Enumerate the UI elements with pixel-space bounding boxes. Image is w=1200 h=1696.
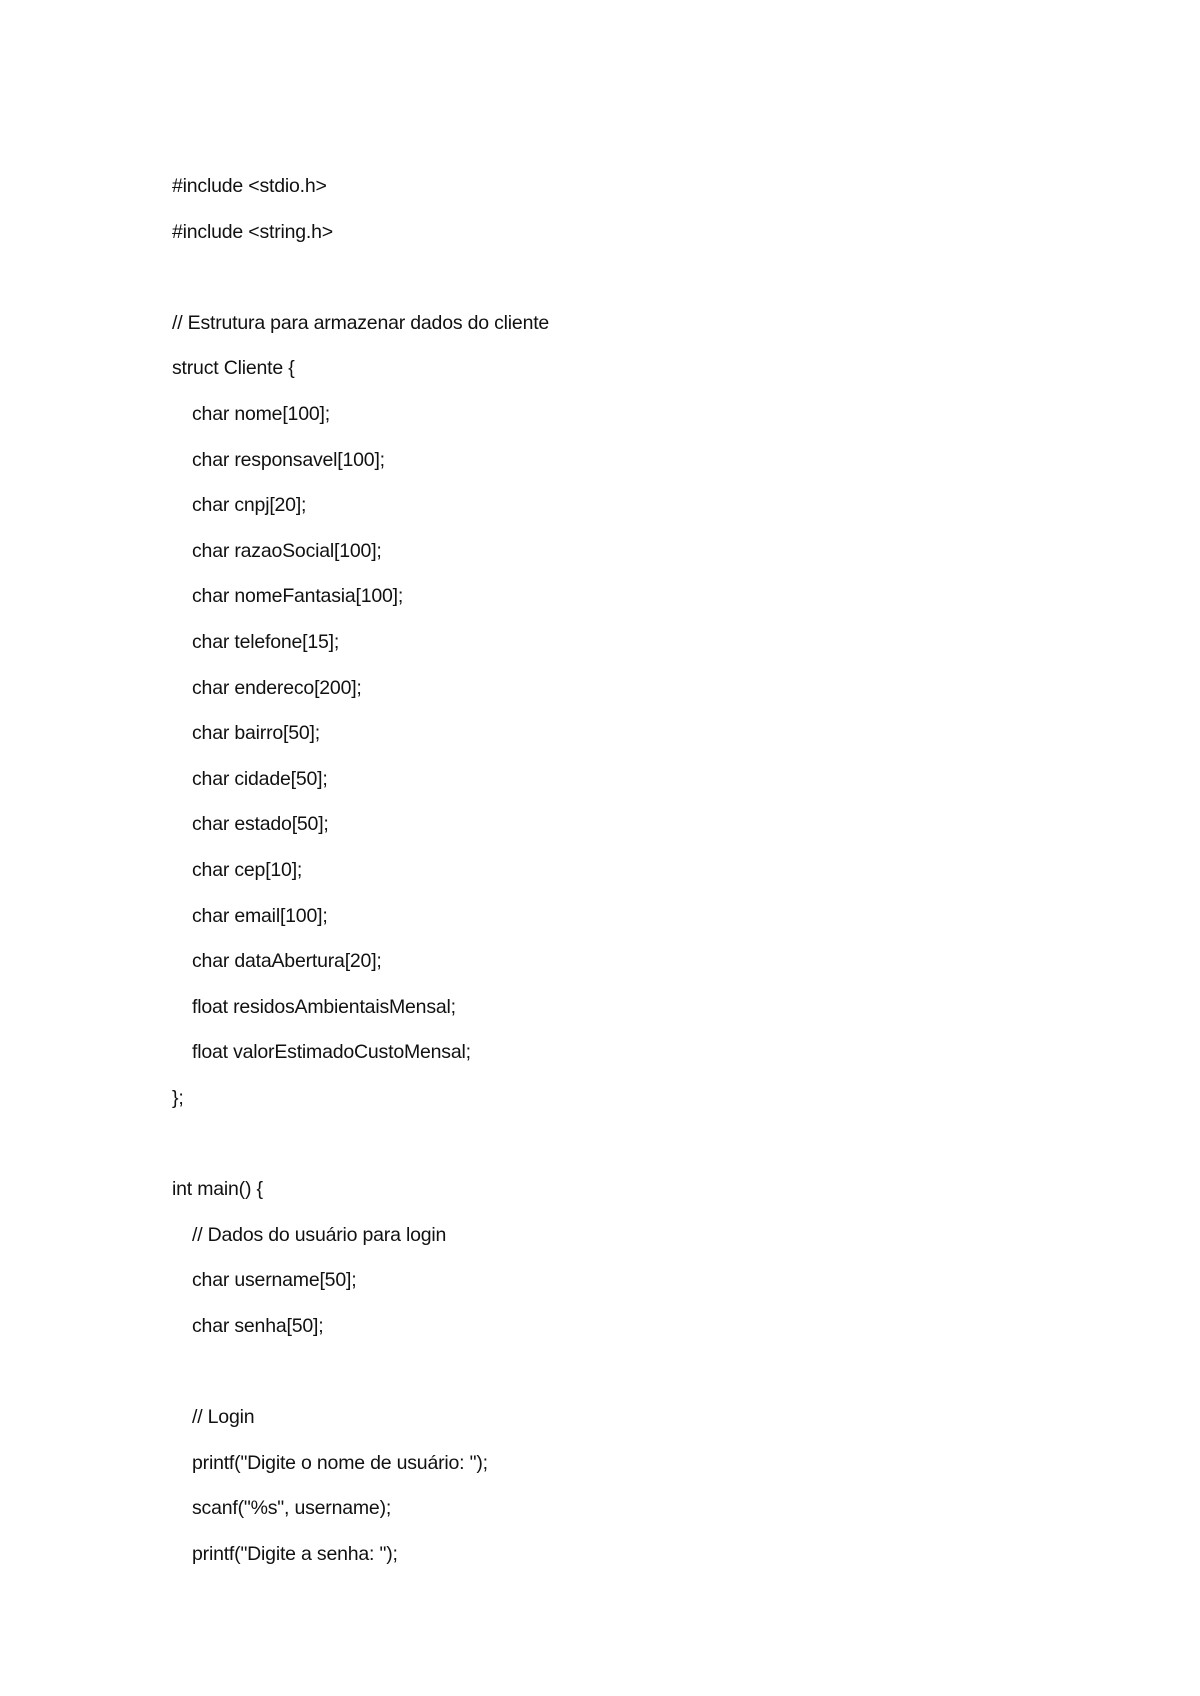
code-line-field-responsavel: char responsavel[100];: [192, 448, 385, 471]
code-line-field-cnpj: char cnpj[20];: [192, 494, 307, 517]
code-line-scanf-username: scanf("%s", username);: [192, 1497, 392, 1520]
code-line-var-username: char username[50];: [192, 1269, 357, 1292]
code-line-printf-username: printf("Digite o nome de usuário: ");: [192, 1451, 488, 1474]
code-line-field-data-abertura: char dataAbertura[20];: [192, 950, 382, 973]
code-line-blank: [172, 1356, 1072, 1402]
code-line-struct-open: struct Cliente {: [172, 357, 295, 380]
code-line-field-valor-estimado: float valorEstimadoCustoMensal;: [192, 1041, 471, 1064]
code-line-include-string: #include <string.h>: [172, 220, 333, 243]
code-line-field-estado: char estado[50];: [192, 813, 329, 836]
code-line-blank: [172, 1128, 1072, 1174]
code-line-struct-close: };: [172, 1086, 184, 1109]
code-line-field-nome-fantasia: char nomeFantasia[100];: [192, 585, 404, 608]
code-line-comment-login: // Login: [192, 1406, 255, 1429]
code-line-main-open: int main() {: [172, 1178, 263, 1201]
code-line-field-email: char email[100];: [192, 904, 328, 927]
code-block: [172, 171, 1072, 1584]
code-line-field-cep: char cep[10];: [192, 858, 303, 881]
code-line-field-bairro: char bairro[50];: [192, 722, 320, 745]
code-line-field-telefone: char telefone[15];: [192, 630, 340, 653]
code-line-comment-login-data: // Dados do usuário para login: [192, 1223, 447, 1246]
code-line-field-nome: char nome[100];: [192, 402, 330, 425]
code-line-field-residos: float residosAmbientaisMensal;: [192, 995, 456, 1018]
code-line-field-razao-social: char razaoSocial[100];: [192, 539, 382, 562]
code-line-include-stdio: #include <stdio.h>: [172, 175, 327, 197]
code-line-field-cidade: char cidade[50];: [192, 767, 328, 790]
code-line-comment-struct: // Estrutura para armazenar dados do cliente: [172, 311, 550, 334]
code-line-printf-senha: printf("Digite a senha: ");: [192, 1542, 398, 1565]
code-line-blank: [172, 262, 1072, 308]
code-line-field-endereco: char endereco[200];: [192, 676, 362, 699]
code-line-var-senha: char senha[50];: [192, 1314, 324, 1337]
